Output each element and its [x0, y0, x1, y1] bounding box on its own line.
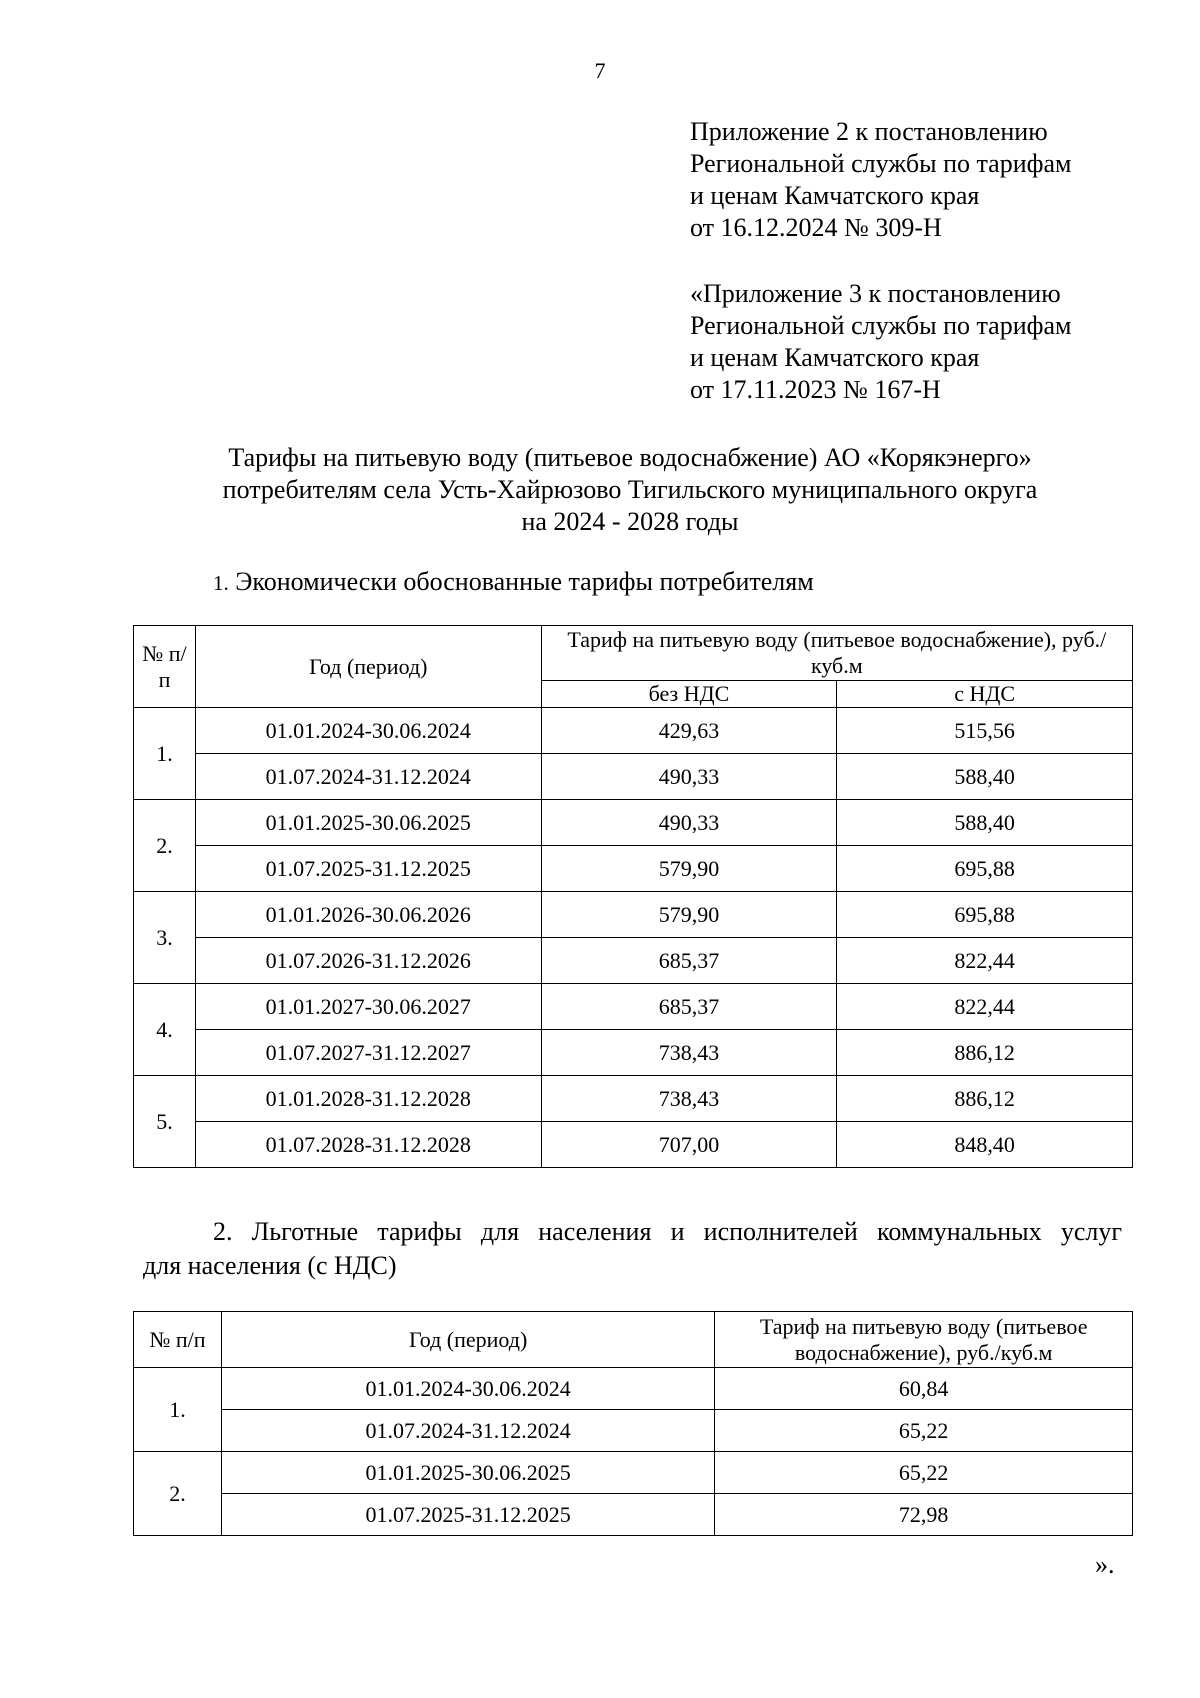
no-vat-cell: 490,33: [541, 800, 837, 846]
row-number: 2.: [134, 1452, 222, 1536]
vat-cell: 588,40: [837, 800, 1133, 846]
period-cell: 01.01.2027-30.06.2027: [195, 984, 541, 1030]
table-row: [134, 892, 1133, 938]
period-cell: 01.07.2025-31.12.2025: [195, 846, 541, 892]
vat-cell: 886,12: [837, 1030, 1133, 1076]
period-cell: 01.01.2024-30.06.2024: [195, 708, 541, 754]
section-1-number: 1.: [213, 571, 229, 595]
annex-current-line: Региональной службы по тарифам: [690, 149, 1072, 178]
header-period: Год (период): [195, 626, 541, 708]
period-cell: 01.01.2025-30.06.2025: [195, 800, 541, 846]
vat-cell: 886,12: [837, 1076, 1133, 1122]
period-cell: 01.07.2026-31.12.2026: [195, 938, 541, 984]
row-number: 4.: [134, 984, 196, 1076]
no-vat-cell: 490,33: [541, 754, 837, 800]
table-row: [134, 1368, 1133, 1410]
row-number: 3.: [134, 892, 196, 984]
section-2-heading: [143, 1215, 1122, 1283]
title-line: потребителям села Усть-Хайрюзово Тигильского муниципального округа: [222, 475, 1038, 504]
vat-cell: 848,40: [837, 1122, 1133, 1168]
preferential-tariffs-table: [133, 1311, 1133, 1536]
page-number: 7: [594, 58, 606, 83]
no-vat-cell: 429,63: [541, 708, 837, 754]
no-vat-cell: 579,90: [541, 892, 837, 938]
section-2-title-line: 2. Льготные тарифы для населения и исполнителей коммунальных услуг: [213, 1217, 1122, 1246]
annex-current-line: Приложение 2 к постановлению: [690, 117, 1048, 146]
tariff-cell: 60,84: [715, 1368, 1133, 1410]
vat-cell: 695,88: [837, 892, 1133, 938]
header-tariff: Тариф на питьевую воду (питьевое водоснабжение), руб./куб.м: [541, 626, 1132, 681]
table-row: [134, 846, 1133, 892]
section-2-title-line: для населения (с НДС): [143, 1251, 397, 1280]
document-title: [130, 442, 1130, 538]
vat-cell: 515,56: [837, 708, 1133, 754]
annex-previous: [690, 278, 1170, 406]
period-cell: 01.07.2024-31.12.2024: [221, 1410, 714, 1452]
table-row: [134, 1452, 1133, 1494]
table-row: [134, 708, 1133, 754]
vat-cell: 695,88: [837, 846, 1133, 892]
period-cell: 01.07.2025-31.12.2025: [221, 1494, 714, 1536]
period-cell: 01.01.2026-30.06.2026: [195, 892, 541, 938]
header-period: Год (период): [221, 1312, 714, 1368]
table-row: [134, 1030, 1133, 1076]
table-row: [134, 1122, 1133, 1168]
table-row: [134, 1076, 1133, 1122]
table-row: [134, 1410, 1133, 1452]
vat-cell: 822,44: [837, 984, 1133, 1030]
closing-quote: ».: [1095, 1550, 1115, 1579]
title-line: на 2024 - 2028 годы: [521, 507, 739, 536]
annex-previous-line: от 17.11.2023 № 167-Н: [690, 375, 941, 404]
period-cell: 01.01.2025-30.06.2025: [221, 1452, 714, 1494]
table-row: [134, 800, 1133, 846]
header-num: № п/п: [134, 626, 196, 708]
period-cell: 01.01.2024-30.06.2024: [221, 1368, 714, 1410]
header-no-vat: без НДС: [541, 681, 837, 708]
title-line: Тарифы на питьевую воду (питьевое водоснабжение) АО «Корякэнерго»: [228, 443, 1032, 472]
period-cell: 01.01.2028-31.12.2028: [195, 1076, 541, 1122]
header-tariff: Тариф на питьевую воду (питьевое водоснабжение), руб./куб.м: [715, 1312, 1133, 1368]
no-vat-cell: 738,43: [541, 1030, 837, 1076]
period-cell: 01.07.2024-31.12.2024: [195, 754, 541, 800]
annex-current-line: от 16.12.2024 № 309-Н: [690, 213, 942, 242]
table-row: [134, 938, 1133, 984]
annex-previous-line: Региональной службы по тарифам: [690, 311, 1072, 340]
no-vat-cell: 685,37: [541, 984, 837, 1030]
header-num: № п/п: [134, 1312, 222, 1368]
vat-cell: 588,40: [837, 754, 1133, 800]
tariff-cell: 65,22: [715, 1452, 1133, 1494]
row-number: 2.: [134, 800, 196, 892]
section-1-heading: [213, 566, 814, 599]
table-row: [134, 984, 1133, 1030]
tariff-cell: 65,22: [715, 1410, 1133, 1452]
table-row: [134, 1494, 1133, 1536]
row-number: 5.: [134, 1076, 196, 1168]
annex-current-line: и ценам Камчатского края: [690, 181, 980, 210]
no-vat-cell: 579,90: [541, 846, 837, 892]
annex-previous-line: и ценам Камчатского края: [690, 343, 980, 372]
header-vat: с НДС: [837, 681, 1133, 708]
annex-previous-line: «Приложение 3 к постановлению: [690, 279, 1061, 308]
annex-current: [690, 116, 1170, 244]
row-number: 1.: [134, 708, 196, 800]
tariff-cell: 72,98: [715, 1494, 1133, 1536]
no-vat-cell: 738,43: [541, 1076, 837, 1122]
section-1-title: Экономически обоснованные тарифы потребителям: [235, 567, 814, 596]
period-cell: 01.07.2027-31.12.2027: [195, 1030, 541, 1076]
no-vat-cell: 707,00: [541, 1122, 837, 1168]
no-vat-cell: 685,37: [541, 938, 837, 984]
period-cell: 01.07.2028-31.12.2028: [195, 1122, 541, 1168]
vat-cell: 822,44: [837, 938, 1133, 984]
row-number: 1.: [134, 1368, 222, 1452]
economic-tariffs-table: [133, 625, 1133, 1168]
table-row: [134, 754, 1133, 800]
